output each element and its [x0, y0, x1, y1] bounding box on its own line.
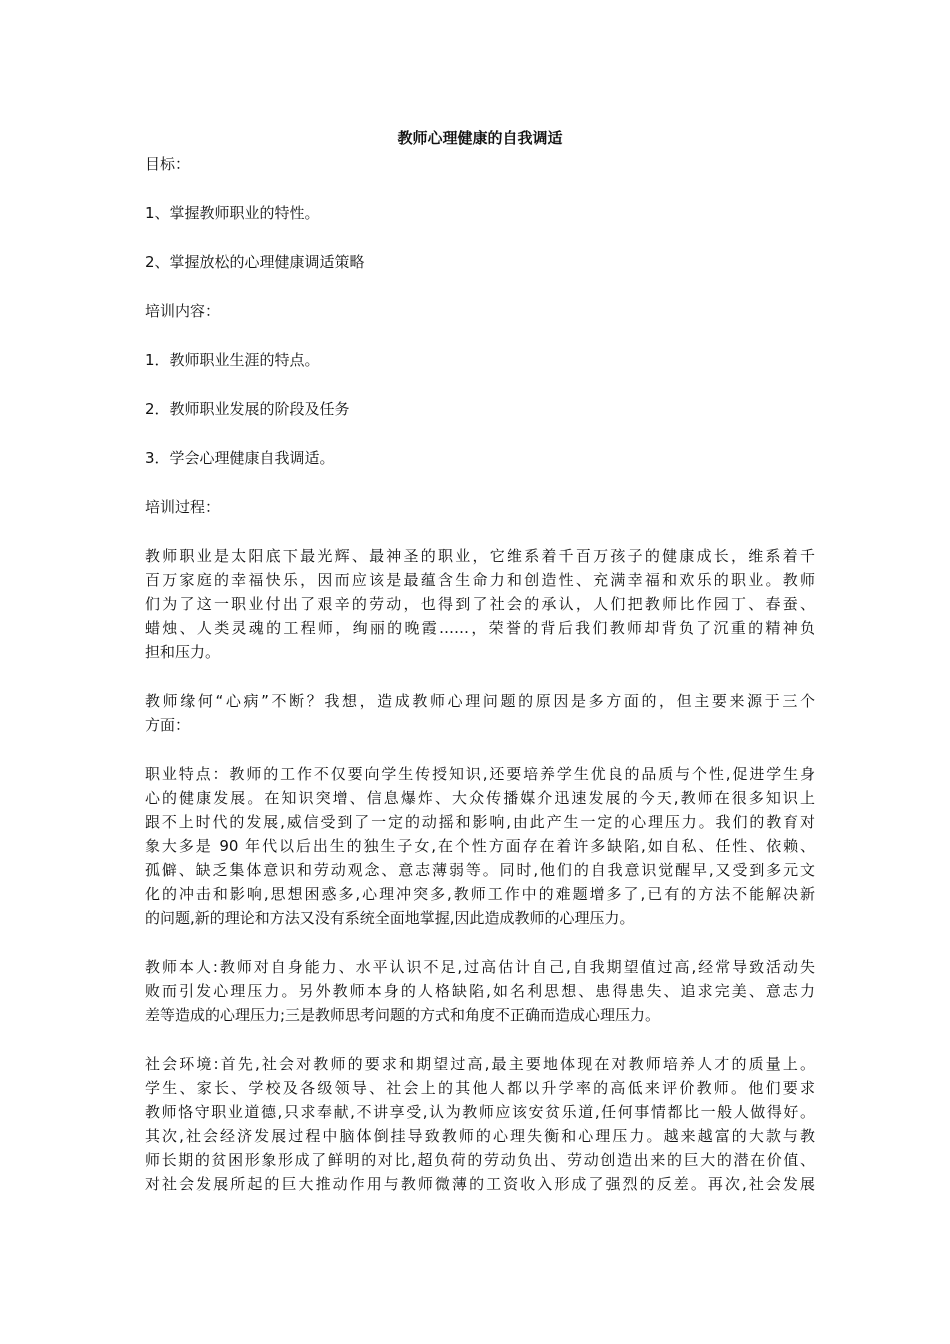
- paragraph-line: 职业特点：教师的工作不仅要向学生传授知识,还要培养学生优良的品质与个性,促进学生身: [145, 765, 815, 783]
- paragraph-line: 对社会发展所起的巨大推动作用与教师微薄的工资收入形成了强烈的反差。再次,社会发展: [145, 1175, 815, 1193]
- paragraph-line: 蜡烛、人类灵魂的工程师，绚丽的晚霞……，荣誉的背后我们教师却背负了沉重的精神负: [145, 619, 815, 637]
- paragraph-line: 教师本人:教师对自身能力、水平认识不足,过高估计自己,自我期望值过高,经常导致活动失: [145, 958, 815, 976]
- paragraph-line: 心的健康发展。在知识突增、信息爆炸、大众传播媒介迅速发展的今天,教师在很多知识上: [145, 789, 815, 807]
- paragraph-line: 方面：: [145, 716, 191, 734]
- paragraph-teacher: [145, 955, 815, 1027]
- paragraph-line: 的问题,新的理论和方法又没有系统全面地掌握,因此造成教师的心理压力。: [145, 909, 635, 927]
- paragraph-line: 们为了这一职业付出了艰辛的劳动，也得到了社会的承认，人们把教师比作园丁、春蚕、: [145, 595, 815, 613]
- content-item: 3．学会心理健康自我调适。: [145, 449, 335, 467]
- process-heading: 培训过程：: [145, 498, 221, 516]
- paragraph-society: [145, 1052, 815, 1196]
- paragraph-intro: [145, 544, 815, 664]
- paragraph-line: 学生、家长、学校及各级领导、社会上的其他人都以升学率的高低来评价教师。他们要求: [145, 1079, 815, 1097]
- paragraph-line: 师长期的贫困形象形成了鲜明的对比,超负荷的劳动负出、劳动创造出来的巨大的潜在价值、: [145, 1151, 815, 1169]
- goal-item: 1、掌握教师职业的特性。: [145, 204, 320, 222]
- paragraph-line: 担和压力。: [145, 643, 221, 661]
- content-item: 1．教师职业生涯的特点。: [145, 351, 320, 369]
- document-title: 教师心理健康的自我调适: [397, 129, 563, 147]
- paragraph-causes: [145, 689, 815, 737]
- paragraph-line: 教师职业是太阳底下最光辉、最神圣的职业，它维系着千百万孩子的健康成长，维系着千: [145, 547, 815, 565]
- paragraph-occupation: [145, 762, 815, 930]
- paragraph-line: 教师缘何“心病”不断？我想，造成教师心理问题的原因是多方面的，但主要来源于三个: [145, 692, 815, 710]
- paragraph-line: 其次,社会经济发展过程中脑体倒挂导致教师的心理失衡和心理压力。越来越富的大款与教: [145, 1127, 815, 1145]
- goals-heading: 目标：: [145, 155, 191, 173]
- document-body: [145, 126, 815, 1196]
- paragraph-line: 教师恪守职业道德,只求奉献,不讲享受,认为教师应该安贫乐道,任何事情都比一般人做得好。: [145, 1103, 815, 1121]
- content-heading: 培训内容：: [145, 302, 221, 320]
- paragraph-line: 化的冲击和影响,思想困惑多,心理冲突多,教师工作中的难题增多了,已有的方法不能解决新: [145, 885, 815, 903]
- paragraph-line: 孤僻、缺乏集体意识和劳动观念、意志薄弱等。同时,他们的自我意识觉醒早,又受到多元文: [145, 861, 815, 879]
- goal-item: 2、掌握放松的心理健康调适策略: [145, 253, 365, 271]
- paragraph-line: 差等造成的心理压力;三是教师思考问题的方式和角度不正确而造成心理压力。: [145, 1006, 661, 1024]
- paragraph-line: 象大多是 90 年代以后出生的独生子女,在个性方面存在着许多缺陷,如自私、任性、依赖、: [145, 837, 815, 855]
- paragraph-line: 社会环境:首先,社会对教师的要求和期望过高,最主要地体现在对教师培养人才的质量上。: [145, 1055, 815, 1073]
- paragraph-line: 败而引发心理压力。另外教师本身的人格缺陷,如名利思想、患得患失、追求完美、意志力: [145, 982, 815, 1000]
- paragraph-line: 百万家庭的幸福快乐，因而应该是最蕴含生命力和创造性、充满幸福和欢乐的职业。教师: [145, 571, 815, 589]
- content-item: 2．教师职业发展的阶段及任务: [145, 400, 350, 418]
- paragraph-line: 跟不上时代的发展,威信受到了一定的动摇和影响,由此产生一定的心理压力。我们的教育对: [145, 813, 815, 831]
